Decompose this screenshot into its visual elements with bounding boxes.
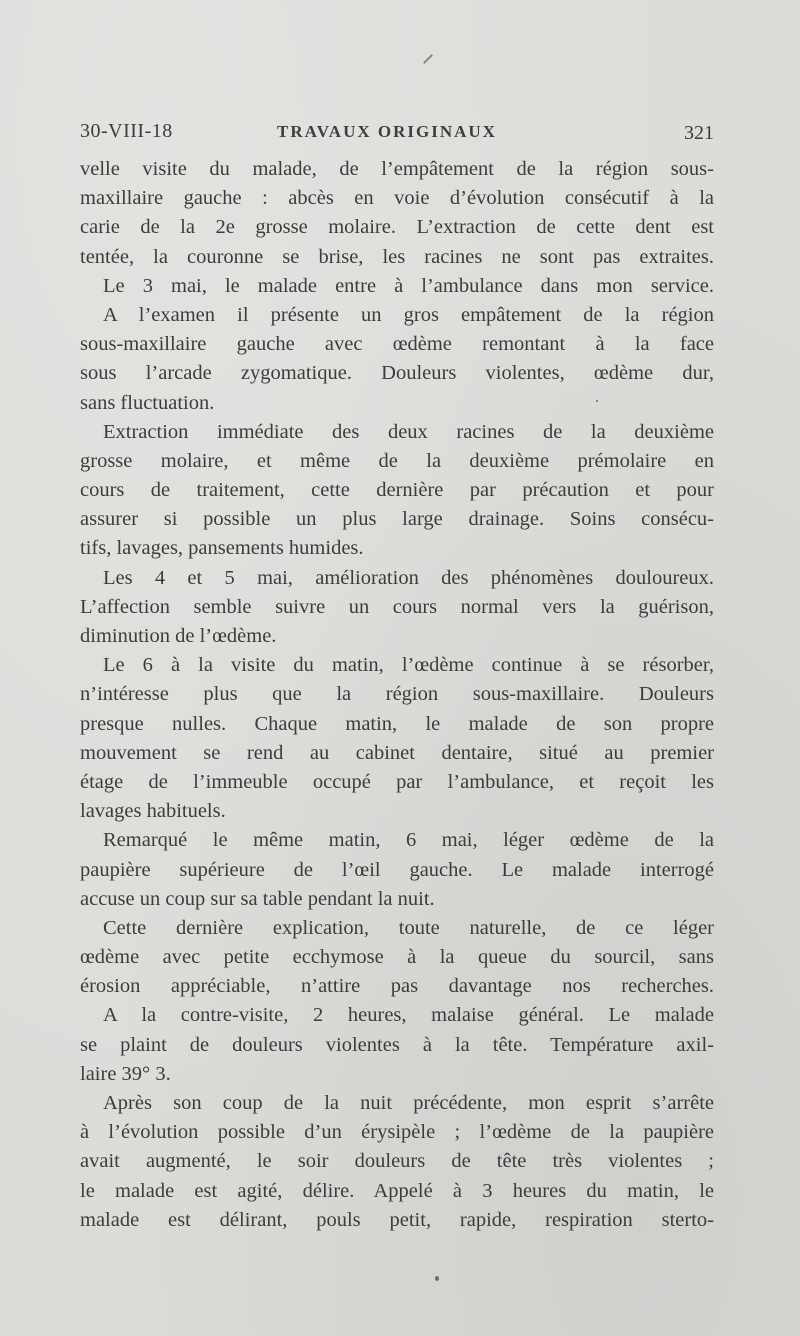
pencil-mark — [423, 54, 433, 64]
paper-speck — [596, 400, 598, 402]
text-line: grosse molaire, et même de la deuxième prémolaire en — [80, 449, 714, 472]
text-line: diminution de l’œdème. — [80, 625, 277, 647]
header-date: 30-VIII-18 — [80, 120, 173, 142]
text-line: presque nulles. Chaque matin, le malade de son propre — [80, 712, 714, 735]
text-line: A la contre-visite, 2 heures, malaise général. Le malade — [103, 1004, 714, 1027]
text-line: Cette dernière explication, toute naturelle, de ce léger — [103, 916, 714, 939]
text-line: le malade est agité, délire. Appelé à 3 heures du matin, le — [80, 1179, 714, 1202]
text-line: A l’examen il présente un gros empâtement de la région — [103, 303, 714, 326]
text-line: malade est délirant, pouls petit, rapide, respiration sterto- — [80, 1208, 714, 1231]
text-line: laire 39° 3. — [80, 1062, 171, 1085]
text-line: érosion appréciable, n’attire pas davantage nos recherches. — [80, 975, 714, 998]
text-line: à l’évolution possible d’un érysipèle ; l’œdème de la paupière — [80, 1121, 714, 1144]
paper-speck — [435, 1276, 439, 1281]
text-line: Les 4 et 5 mai, amélioration des phénomènes douloureux. — [103, 566, 714, 589]
text-line: tifs, lavages, pansements humides. — [80, 537, 364, 560]
text-line: Après son coup de la nuit précédente, mon esprit s’arrête — [103, 1092, 714, 1114]
text-line: L’affection semble suivre un cours normal vers la guérison, — [80, 595, 714, 618]
text-line: maxillaire gauche : abcès en voie d’évolution consécutif à la — [80, 187, 714, 210]
text-line: œdème avec petite ecchymose à la queue du sourcil, sans — [80, 946, 714, 969]
text-line: mouvement se rend au cabinet dentaire, situé au premier — [80, 741, 714, 764]
page-number: 321 — [684, 122, 714, 144]
text-line: carie de la 2e grosse molaire. L’extraction de cette dent est — [80, 216, 714, 239]
running-header — [80, 120, 714, 150]
text-line: paupière supérieure de l’œil gauche. Le malade interrogé — [80, 858, 714, 881]
text-line: velle visite du malade, de l’empâtement de la région sous- — [80, 158, 714, 180]
body-text — [80, 155, 714, 1235]
text-line: Remarqué le même matin, 6 mai, léger œdème de la — [103, 829, 714, 852]
text-line: assurer si possible un plus large drainage. Soins consécu- — [80, 508, 714, 531]
text-line: se plaint de douleurs violentes à la tête. Température axil- — [80, 1033, 714, 1056]
text-line: sans fluctuation. — [80, 391, 215, 414]
text-line: avait augmenté, le soir douleurs de tête très violentes ; — [80, 1150, 714, 1173]
text-line: n’intéresse plus que la région sous-maxillaire. Douleurs — [80, 683, 714, 706]
text-line: sous-maxillaire gauche avec œdème remontant à la face — [80, 333, 714, 356]
text-line: étage de l’immeuble occupé par l’ambulance, et reçoit les — [80, 770, 714, 793]
text-line: Le 6 à la visite du matin, l’œdème continue à se résorber, — [103, 654, 714, 677]
text-line: tentée, la couronne se brise, les racines ne sont pas extraites. — [80, 245, 714, 268]
text-line: Extraction immédiate des deux racines de la deuxième — [103, 420, 714, 443]
text-line: sous l’arcade zygomatique. Douleurs violentes, œdème dur, — [80, 362, 714, 385]
text-line: cours de traitement, cette dernière par précaution et pour — [80, 479, 714, 502]
text-line: Le 3 mai, le malade entre à l’ambulance dans mon service. — [103, 274, 714, 297]
running-title: TRAVAUX ORIGINAUX — [277, 122, 497, 141]
text-line: accuse un coup sur sa table pendant la nuit. — [80, 887, 435, 910]
text-line: lavages habituels. — [80, 800, 226, 823]
